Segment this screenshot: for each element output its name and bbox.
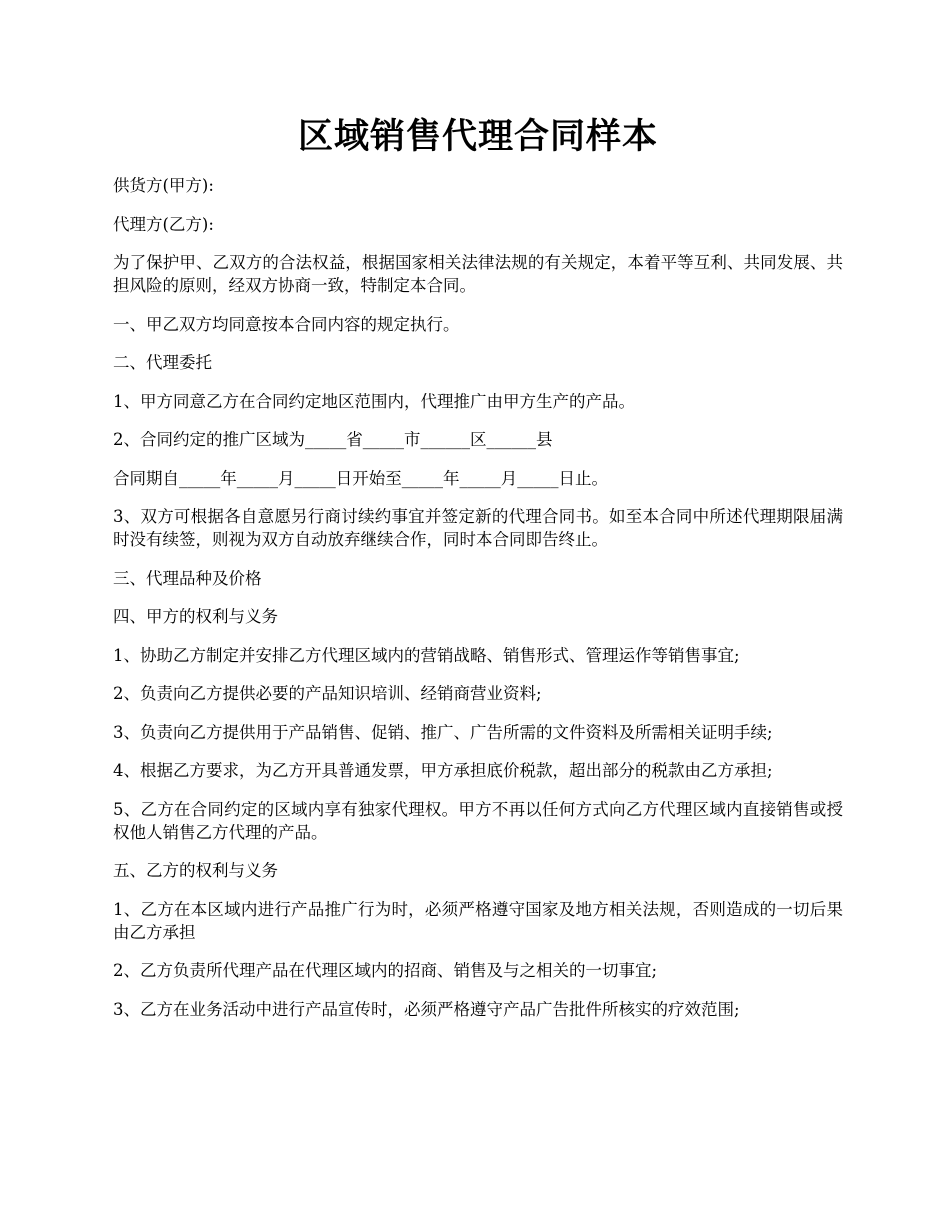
agency-item-2-region: 2、合同约定的推广区域为_____省_____市______区______县 [113, 430, 553, 449]
document-body [113, 174, 843, 1021]
party-b-item-3: 3、乙方在业务活动中进行产品宣传时，必须严格遵守产品广告批件所核实的疗效范围; [113, 999, 740, 1019]
agency-item-1: 1、甲方同意乙方在合同约定地区范围内，代理推广由甲方生产的产品。 [113, 391, 635, 411]
document-page [113, 114, 843, 1036]
section-heading-party-b: 五、乙方的权利与义务 [113, 861, 278, 880]
party-b-item-1: 1、乙方在本区域内进行产品推广行为时，必须严格遵守国家及地方相关法规，否则造成的一切后果由乙方承担 [113, 899, 843, 942]
party-a-item-5: 5、乙方在合同约定的区域内享有独家代理权。甲方不再以任何方式向乙方代理区域内直接销售或授权他人销售乙方代理的产品。 [113, 799, 843, 842]
party-b-line: 代理方(乙方): [113, 214, 214, 234]
party-a-item-2: 2、负责向乙方提供必要的产品知识培训、经销商营业资料; [113, 684, 542, 703]
contract-period-line: 合同期自_____年_____月_____日开始至_____年_____月_____日止。 [113, 468, 608, 488]
clause-1: 一、甲乙双方均同意按本合同内容的规定执行。 [113, 314, 460, 334]
preamble-paragraph: 为了保护甲、乙双方的合法权益，根据国家相关法律法规的有关规定，本着平等互利、共同发展、共担风险的原则，经双方协商一致，特制定本合同。 [113, 253, 843, 295]
agency-item-3: 3、双方可根据各自意愿另行商讨续约事宜并签定新的代理合同书。如至本合同中所述代理期限届满时没有续签，则视为双方自动放弃继续合作，同时本合同即告终止。 [113, 507, 843, 549]
party-a-item-3: 3、负责向乙方提供用于产品销售、促销、推广、广告所需的文件资料及所需相关证明手续; [113, 722, 773, 742]
party-b-item-2: 2、乙方负责所代理产品在代理区域内的招商、销售及与之相关的一切事宜; [113, 961, 658, 980]
party-a-line: 供货方(甲方): [113, 176, 214, 195]
section-heading-party-a: 四、甲方的权利与义务 [113, 607, 278, 626]
section-heading-products: 三、代理品种及价格 [113, 568, 262, 588]
party-a-item-4: 4、根据乙方要求，为乙方开具普通发票，甲方承担底价税款，超出部分的税款由乙方承担; [113, 761, 773, 780]
document-title: 区域销售代理合同样本 [297, 116, 658, 157]
party-a-item-1: 1、协助乙方制定并安排乙方代理区域内的营销战略、销售形式、管理运作等销售事宜; [113, 645, 740, 665]
section-heading-agency: 二、代理委托 [113, 353, 212, 372]
